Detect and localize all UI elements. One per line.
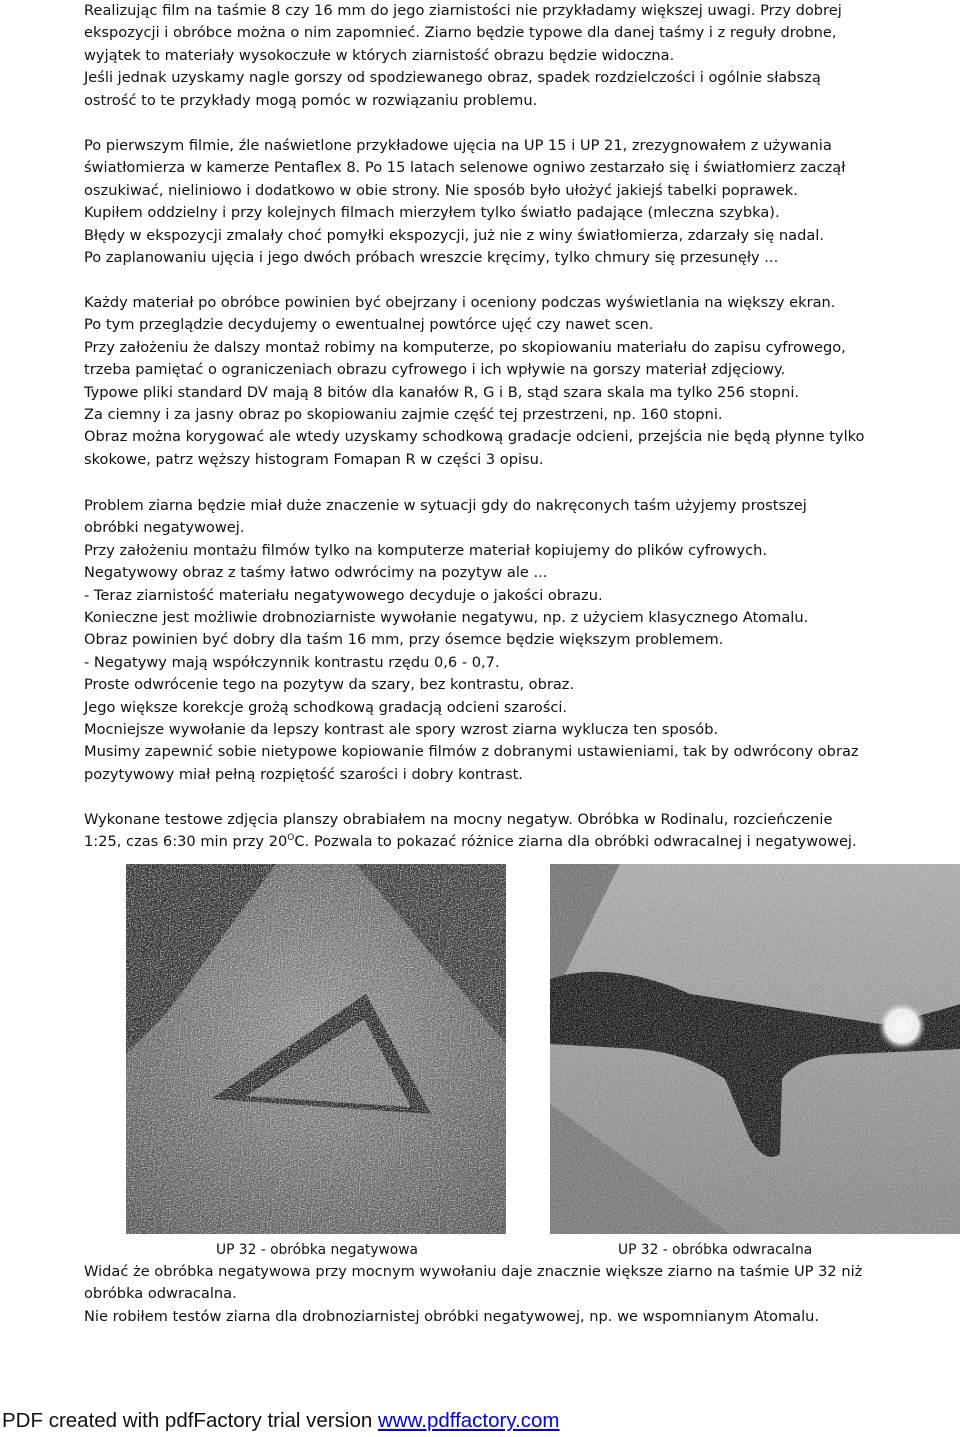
text-line: wyjątek to materiały wysokoczułe w których ziarnistość obrazu będzie widoczna. (84, 46, 675, 64)
text-line: Konieczne jest możliwie drobnoziarniste wywołanie negatywu, np. z użyciem klasycznego Atomalu. (84, 609, 809, 627)
text-line: ostrość to te przykłady mogą pomóc w rozwiązaniu problemu. (84, 91, 538, 109)
text-line (84, 831, 960, 853)
text-line: Po zaplanowaniu ujęcia i jego dwóch próbach wreszcie kręcimy, tylko chmury się przesunęły ... (84, 249, 779, 267)
text-line: Negatywowy obraz z taśmy łatwo odwrócimy na pozytyw ale ... (84, 564, 548, 582)
paragraph-grain-problem (84, 495, 960, 786)
text-line: skokowe, patrz węższy histogram Fomapan R w części 3 opisu. (84, 450, 544, 468)
pdf-footer (2, 1408, 560, 1434)
footer-text: PDF created with pdfFactory trial version (2, 1409, 378, 1432)
paragraph-lightmeter (84, 135, 960, 269)
caption-reversal: UP 32 - obróbka odwracalna (618, 1242, 813, 1258)
paragraph-intro (84, 0, 960, 112)
text-line: Realizując film na taśmie 8 czy 16 mm do jego ziarnistości nie przykładamy większej uwagi. Przy dobrej (84, 2, 842, 19)
text-line: Widać że obróbka negatywowa przy mocnym wywołaniu daje znacznie większe ziarno na taśmie UP 32 niż (84, 1263, 863, 1280)
paragraph-test-shots (84, 809, 960, 854)
text-line: Po tym przeglądzie decydujemy o ewentualnej powtórce ujęć czy nawet scen. (84, 316, 654, 334)
text-line: Wykonane testowe zdjęcia planszy obrabiałem na mocny negatyw. Obróbka w Rodinalu, rozcieńczenie (84, 811, 833, 828)
text-line: Każdy materiał po obróbce powinien być obejrzany i oceniony podczas wyświetlania na większy ekran. (84, 294, 836, 311)
text-fragment: C. Pozwala to pokazać różnice ziarna dla obróbki odwracalnej i negatywowej. (294, 833, 857, 851)
text-line: - Teraz ziarnistość materiału negatywowego decyduje o jakości obrazu. (84, 586, 603, 604)
photo-reversal-processing (550, 864, 960, 1238)
photo-negative-processing (126, 864, 506, 1238)
text-line: Przy założeniu montażu filmów tylko na komputerze materiał kopiujemy do plików cyfrowych. (84, 541, 767, 559)
text-line: - Negatywy mają współczynnik kontrastu rzędu 0,6 - 0,7. (84, 653, 500, 671)
caption-negative: UP 32 - obróbka negatywowa (216, 1242, 418, 1258)
text-line: Mocniejsze wywołanie da lepszy kontrast ale spory wzrost ziarna wyklucza ten sposób. (84, 721, 719, 739)
text-line: obróbki negatywowej. (84, 519, 245, 537)
text-line: Jego większe korekcje grożą schodkową gradacją odcieni szarości. (84, 698, 568, 716)
text-line: Kupiłem oddzielny i przy kolejnych filmach mierzyłem tylko światło padające (mleczna szybka). (84, 204, 780, 222)
text-fragment: 1:25, czas 6:30 min przy 20 (84, 833, 288, 851)
text-line: Po pierwszym filmie, źle naświetlone przykładowe ujęcia na UP 15 i UP 21, zrezygnowałem z używania (84, 137, 832, 154)
text-line: Nie robiłem testów ziarna dla drobnoziarnistej obróbki negatywowej, np. we wspomnianym Atomalu. (84, 1307, 820, 1325)
text-line: Musimy zapewnić sobie nietypowe kopiowanie filmów z dobranymi ustawieniami, tak by odwrócony obraz (84, 743, 859, 761)
text-line: Jeśli jednak uzyskamy nagle gorszy od spodziewanego obraz, spadek rozdzielczości i ogólnie słabszą (84, 69, 821, 87)
text-line: oszukiwać, nieliniowo i dodatkowo w obie strony. Nie sposób było ułożyć jakiejś tabelki poprawek. (84, 181, 798, 199)
text-line: Proste odwrócenie tego na pozytyw da szary, bez kontrastu, obraz. (84, 676, 575, 694)
text-line: światłomierza w kamerze Pentaflex 8. Po 15 latach selenowe ogniwo zestarzało się i światłomierz zaczął (84, 159, 846, 177)
text-line: Typowe pliki standard DV mają 8 bitów dla kanałów R, G i B, stąd szara skala ma tylko 256 stopni. (84, 383, 800, 401)
superscript-degree: O (287, 833, 295, 844)
text-line: Przy założeniu że dalszy montaż robimy na komputerze, po skopiowaniu materiału do zapisu cyfrowego, (84, 338, 846, 356)
text-line: Za ciemny i za jasny obraz po skopiowaniu zajmie część tej przestrzeni, np. 160 stopni. (84, 406, 723, 424)
text-line: Problem ziarna będzie miał duże znaczenie w sytuacji gdy do nakręconych taśm użyjemy prostszej (84, 497, 807, 514)
paragraph-digital-copy (84, 292, 960, 471)
text-line: Obraz powinien być dobry dla taśm 16 mm, przy ósemce będzie większym problemem. (84, 631, 724, 649)
paragraph-conclusion (84, 1261, 960, 1328)
text-line: Obraz można korygować ale wtedy uzyskamy schodkową gradacje odcieni, przejścia nie będą płynne tylko (84, 428, 865, 446)
pdffactory-link[interactable]: www.pdffactory.com (377, 1409, 560, 1432)
text-line: obróbka odwracalna. (84, 1285, 237, 1303)
text-line: ekspozycji i obróbce można o nim zapomnieć. Ziarno będzie typowe dla danej taśmy i z reguły drobne, (84, 24, 837, 42)
text-line: trzeba pamiętać o ograniczeniach obrazu cyfrowego i ich wpływie na gorszy materiał zdjęciowy. (84, 361, 786, 379)
text-line: pozytywowy miał pełną rozpiętość szarości i dobry kontrast. (84, 765, 523, 783)
text-line: Błędy w ekspozycji zmalały choć pomyłki ekspozycji, już nie z winy światłomierza, zdarzały się nadal. (84, 226, 824, 244)
